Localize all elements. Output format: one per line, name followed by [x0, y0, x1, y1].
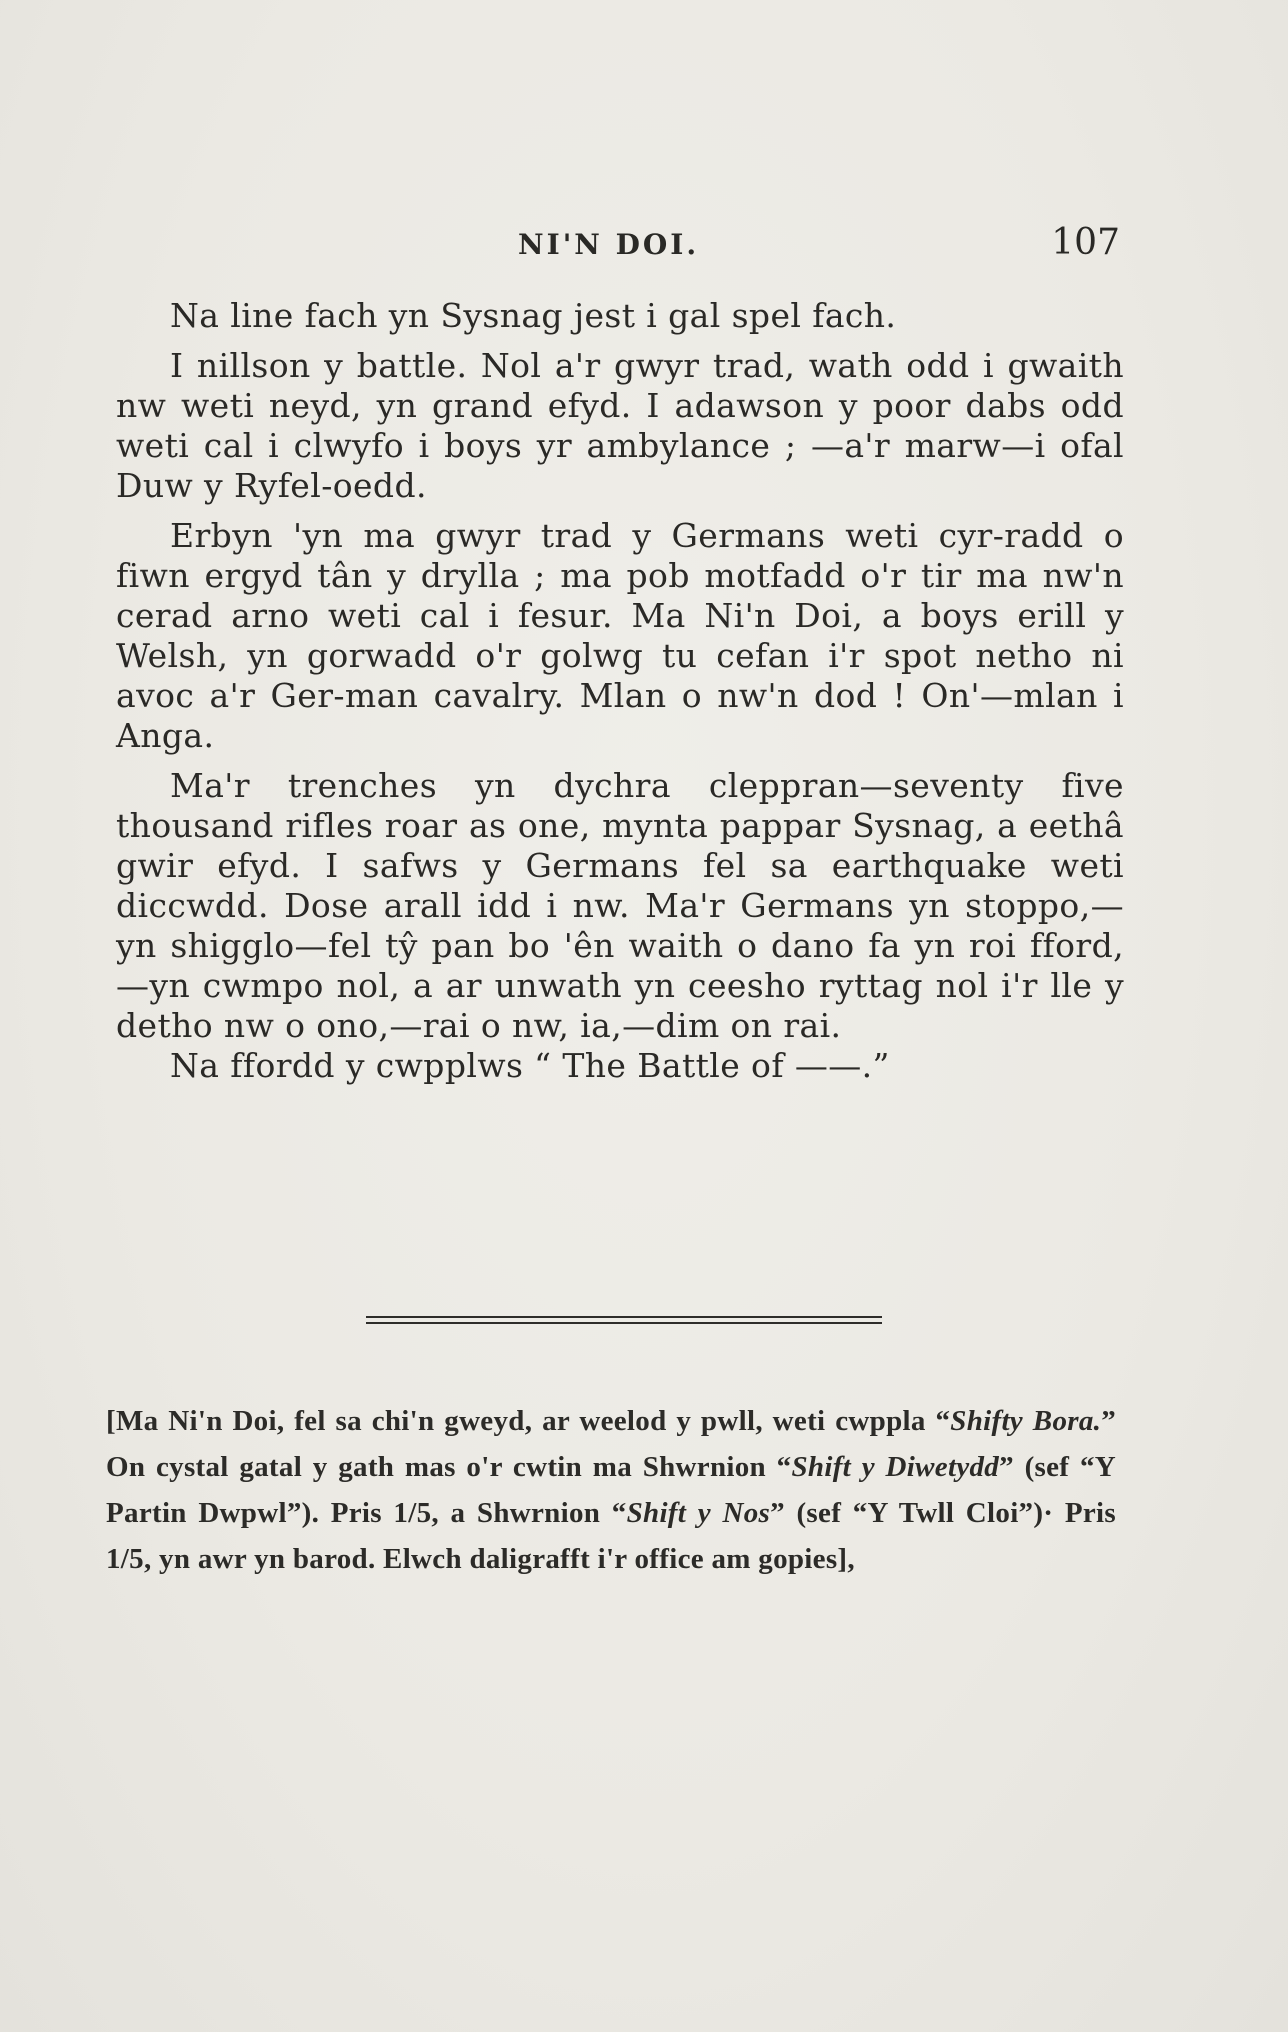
notice-title-shift-y-nos: Shift y Nos	[626, 1497, 771, 1529]
notice-part-4: ” (sef “Y Twll Cloi”)· Pris 1/5, yn awr yn barod. Elwch daligrafft i'r office am gopies],	[106, 1497, 1116, 1575]
body-text	[116, 296, 1124, 1086]
double-rule	[366, 1316, 882, 1328]
notice-part-2: ” On cystal gatal y gath mas o'r cwtin ma Shwrnion “	[106, 1405, 1116, 1483]
notice-title-shift-y-diwetydd: Shift y Diwetydd	[791, 1451, 1000, 1483]
notice-title-shifty-bora: Shifty Bora.	[950, 1405, 1102, 1437]
page-number: 107	[1051, 222, 1120, 263]
paragraph-4: Ma'r trenches yn dychra cleppran—seventy five thousand rifles roar as one, mynta pappar Sysnag, a eethâ gwir efyd. I safws y Germans fel sa earthquake weti diccwdd. Dose arall idd i nw. Ma'r Germans yn stoppo,—yn shigglo—fel tŷ pan bo 'ên waith o dano fa yn roi fford,—yn cwmpo nol, a ar unwath yn ceesho ryttag nol i'r lle y detho nw o ono,—rai o nw, ia,—dim on rai.	[116, 766, 1124, 1045]
notice-part-1: [Ma Ni'n Doi, fel sa chi'n gweyd, ar weelod y pwll, weti cwppla “	[106, 1405, 951, 1437]
publisher-notice	[106, 1398, 1116, 1582]
running-head: NI'N DOI.	[518, 228, 700, 261]
rule-line-bottom	[366, 1322, 882, 1324]
rule-line-top	[366, 1316, 882, 1318]
page-header	[116, 222, 1124, 272]
notice-part-3: ” (sef “Y Partin Dwpwl”). Pris 1/5, a Shwrnion “	[106, 1451, 1116, 1529]
paragraph-2: I nillson y battle. Nol a'r gwyr trad, wath odd i gwaith nw weti neyd, yn grand efyd. I adawson y poor dabs odd weti cal i clwyfo i boys yr ambylance ; —a'r marw—i ofal Duw y Ryfel-oedd.	[116, 346, 1124, 505]
paragraph-5: Na ffordd y cwpplws “ The Battle of ——.”	[170, 1046, 890, 1085]
notice-text	[106, 1398, 1116, 1582]
paragraph-1: Na line fach yn Sysnag jest i gal spel fach.	[170, 296, 897, 335]
paragraph-3: Erbyn 'yn ma gwyr trad y Germans weti cyr-radd o fiwn ergyd tân y drylla ; ma pob motfadd o'r tir ma nw'n cerad arno weti cal i fesur. Ma Ni'n Doi, a boys erill y Welsh, yn gorwadd o'r golwg tu cefan i'r spot netho ni avoc a'r Ger-man cavalry. Mlan o nw'n dod ! On'—mlan i Anga.	[116, 516, 1124, 755]
